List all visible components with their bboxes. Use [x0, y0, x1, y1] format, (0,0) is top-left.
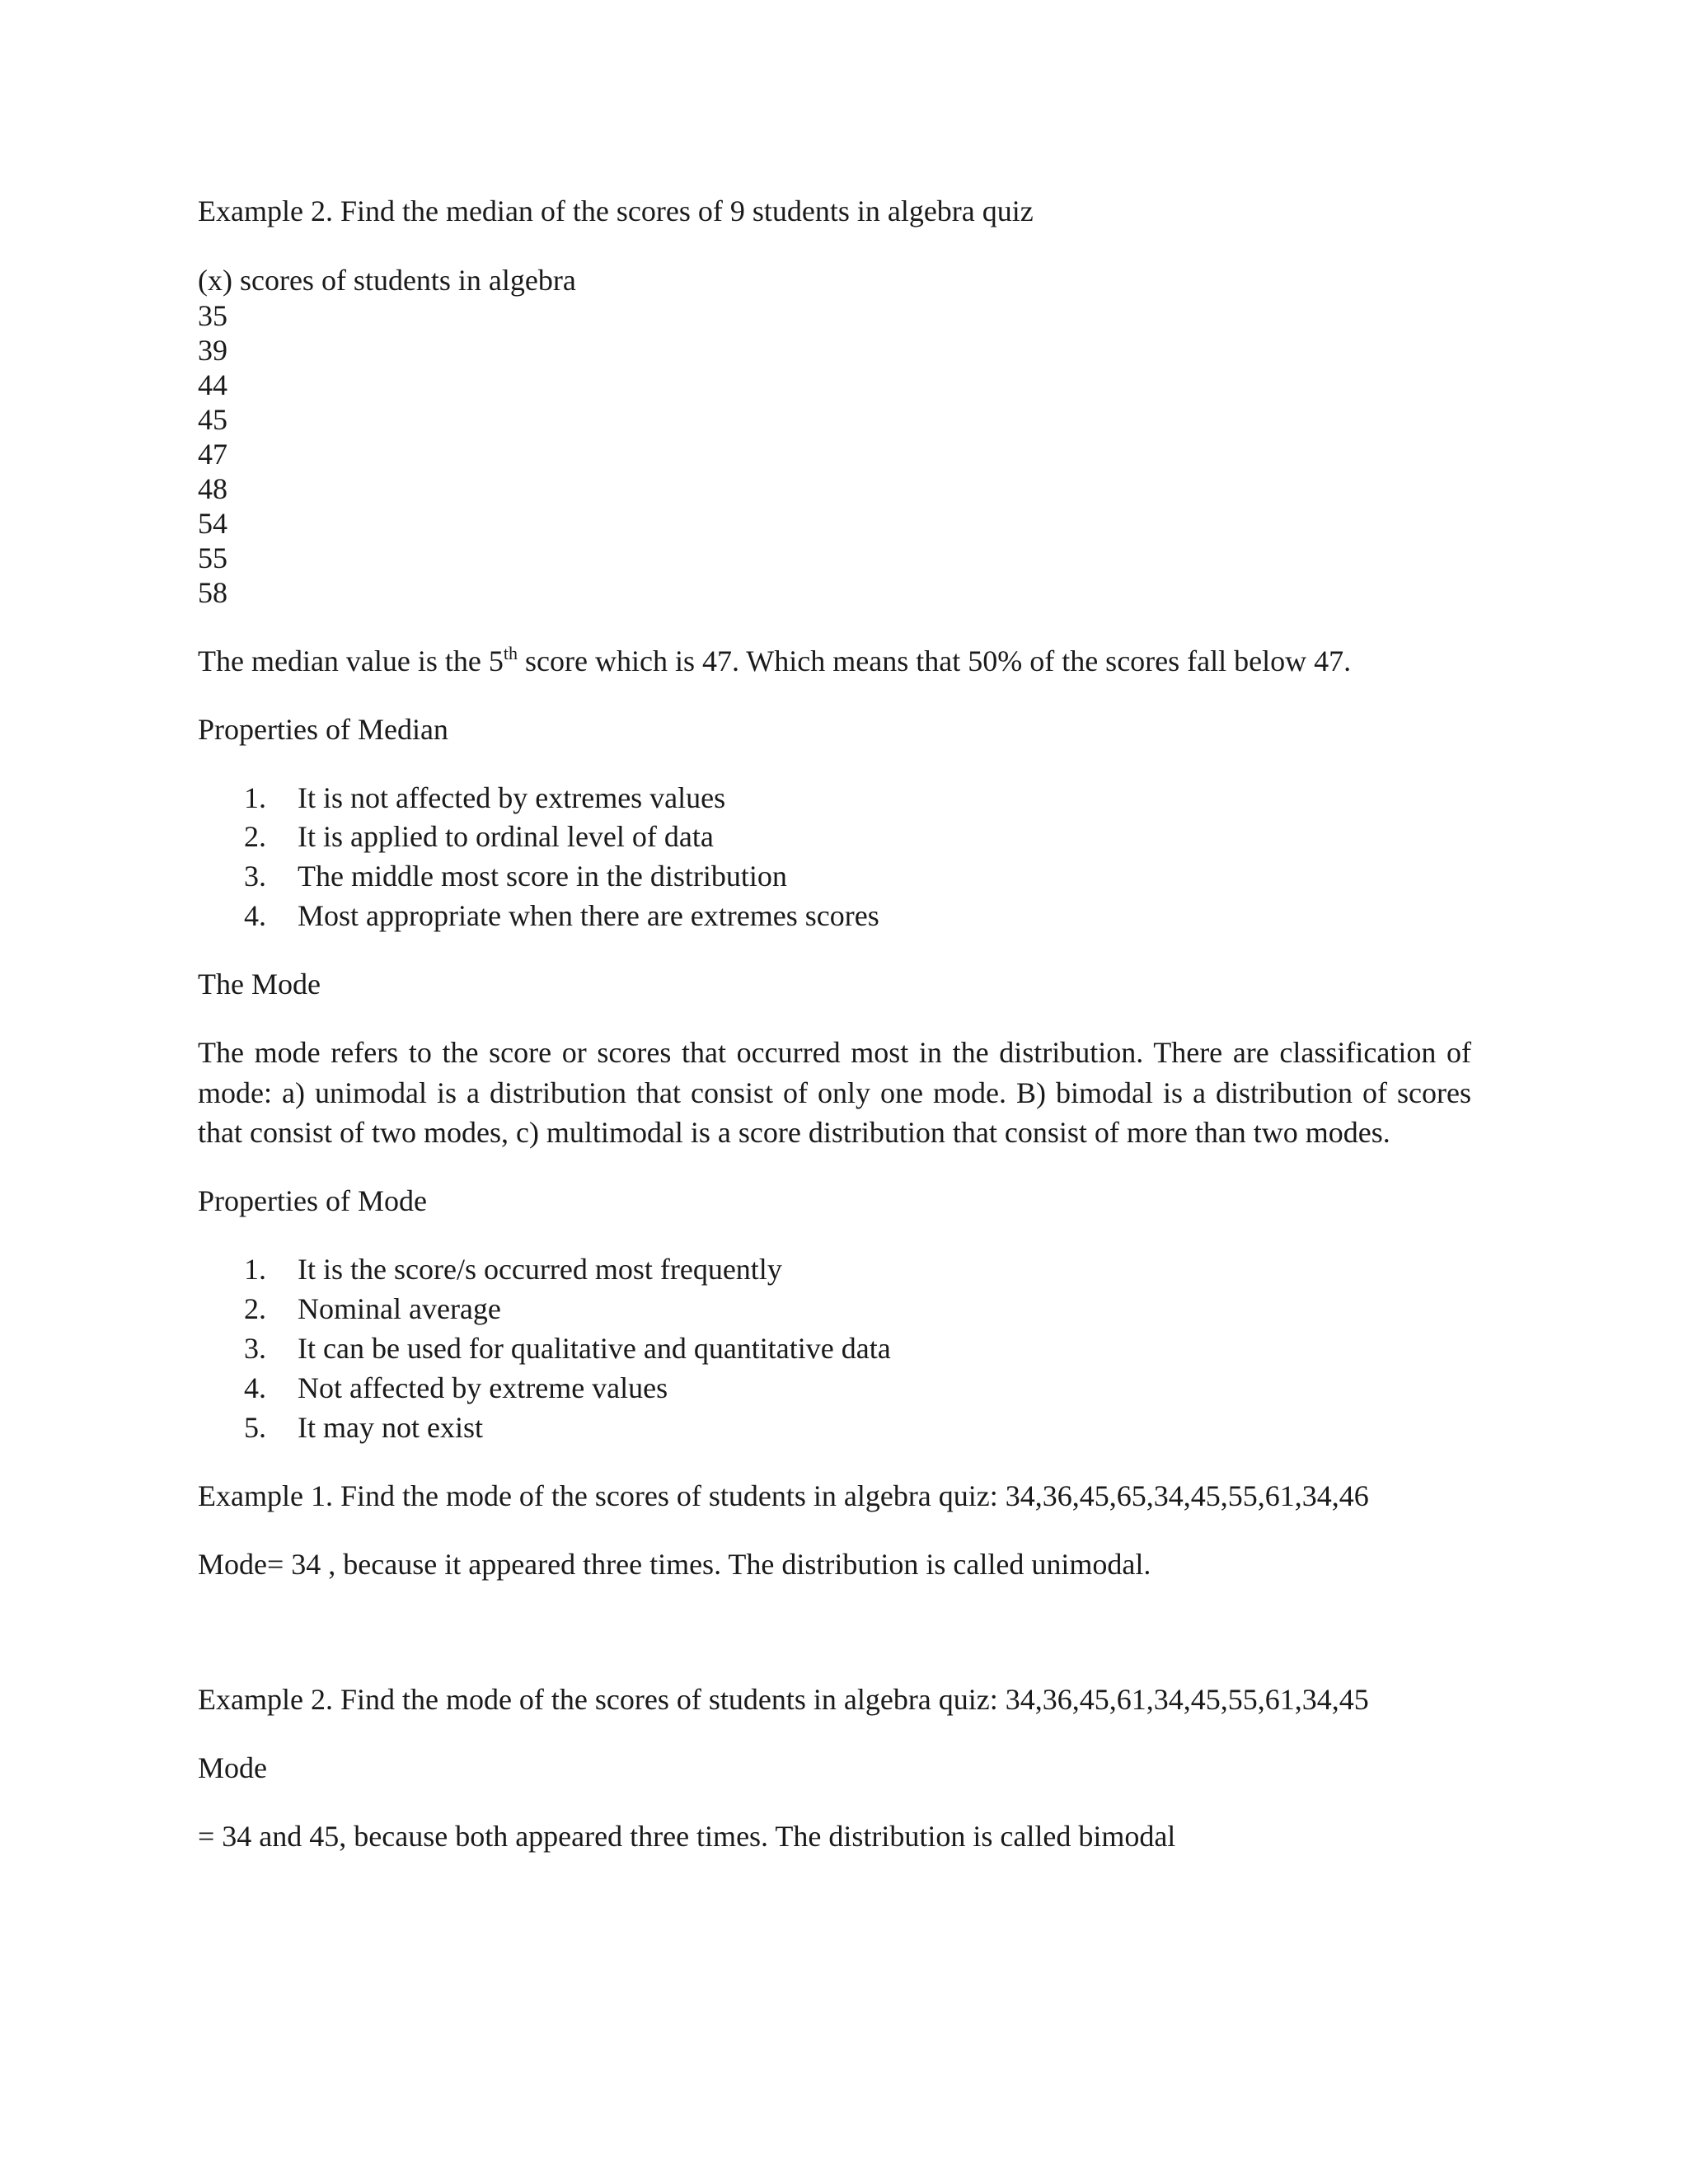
- mode-heading: The Mode: [198, 968, 321, 1001]
- list-item-number: 3.: [244, 1332, 266, 1365]
- list-item-number: 1.: [244, 1253, 266, 1286]
- score-value: 44: [198, 368, 227, 401]
- list-item-number: 1.: [244, 781, 266, 814]
- score-value: 47: [198, 438, 227, 471]
- median-result: [198, 643, 1351, 679]
- paragraph-line: that consist of two modes, c) multimodal is a score distribution that consist of more than two modes.: [198, 1116, 1390, 1149]
- list-item-number: 3.: [244, 860, 266, 893]
- list-item: It is the score/s occurred most frequently: [298, 1253, 782, 1286]
- score-value: 39: [198, 334, 227, 367]
- list-item: It is applied to ordinal level of data: [298, 820, 714, 853]
- list-item: Most appropriate when there are extremes scores: [298, 899, 879, 932]
- median-result-pre: The median value is the 5: [198, 644, 504, 677]
- score-value: 48: [198, 472, 227, 505]
- median-result-superscript: th: [503, 643, 518, 663]
- score-value: 45: [198, 403, 227, 436]
- mode-properties-heading: Properties of Mode: [198, 1184, 427, 1217]
- paragraph-line: mode: a) unimodal is a distribution that consist of only one mode. B) bimodal is a distribution of scores: [198, 1076, 1471, 1109]
- score-value: 58: [198, 576, 227, 609]
- list-item: It is not affected by extremes values: [298, 781, 726, 814]
- list-item: Nominal average: [298, 1292, 501, 1325]
- median-example-title: Example 2. Find the median of the scores of 9 students in algebra quiz: [198, 194, 1034, 227]
- list-item-number: 5.: [244, 1411, 266, 1444]
- median-result-post: score which is 47. Which means that 50% of the scores fall below 47.: [518, 644, 1352, 677]
- mode-example2-question: Example 2. Find the mode of the scores of students in algebra quiz: 34,36,45,61,34,45,55,61,34,45: [198, 1683, 1369, 1716]
- list-item-number: 4.: [244, 899, 266, 932]
- list-item: Not affected by extreme values: [298, 1371, 668, 1404]
- list-item: The middle most score in the distribution: [298, 860, 787, 893]
- score-value: 54: [198, 507, 227, 540]
- score-value: 55: [198, 541, 227, 574]
- median-properties-heading: Properties of Median: [198, 713, 448, 746]
- list-item-number: 2.: [244, 820, 266, 853]
- scores-table-header: (x) scores of students in algebra: [198, 264, 576, 297]
- list-item: It may not exist: [298, 1411, 483, 1444]
- mode-example2-answer-label: Mode: [198, 1751, 267, 1784]
- list-item-number: 4.: [244, 1371, 266, 1404]
- list-item-number: 2.: [244, 1292, 266, 1325]
- mode-example2-answer: = 34 and 45, because both appeared three times. The distribution is called bimodal: [198, 1820, 1176, 1853]
- paragraph-line: The mode refers to the score or scores that occurred most in the distribution. There are classification of: [198, 1036, 1471, 1069]
- score-value: 35: [198, 299, 227, 332]
- mode-example1-question: Example 1. Find the mode of the scores of students in algebra quiz: 34,36,45,65,34,45,55,61,34,46: [198, 1479, 1369, 1512]
- mode-example1-answer: Mode= 34 , because it appeared three times. The distribution is called unimodal.: [198, 1548, 1151, 1581]
- list-item: It can be used for qualitative and quantitative data: [298, 1332, 891, 1365]
